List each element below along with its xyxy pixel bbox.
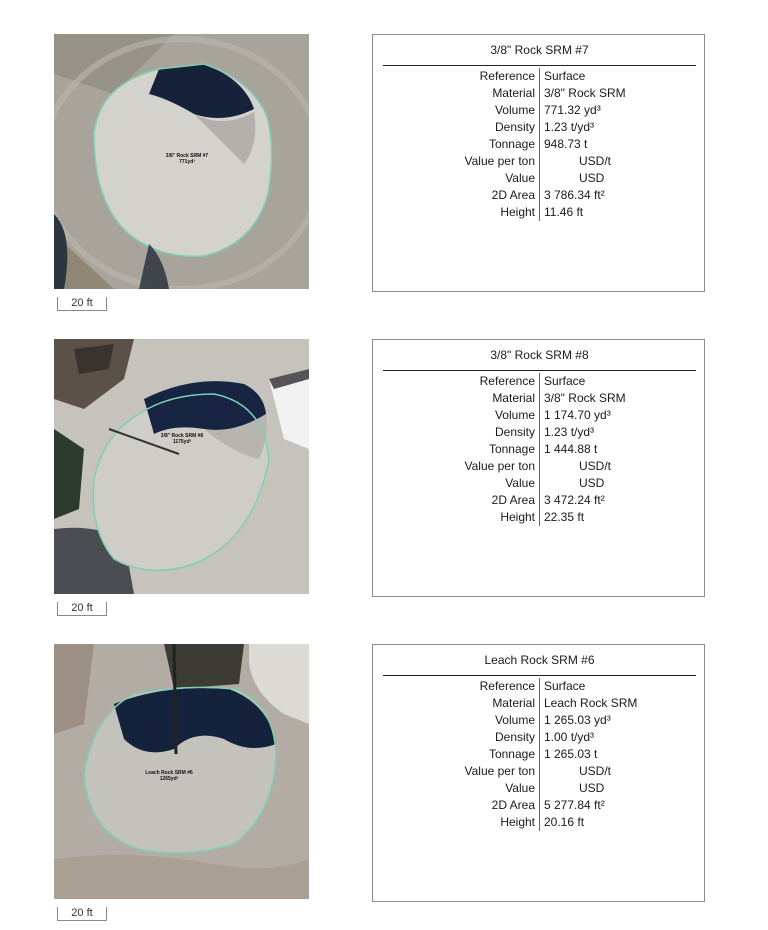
card-title: Leach Rock SRM #6 [484,653,595,667]
row-reference: Reference Surface [479,679,586,693]
title-rule [383,370,696,371]
scale-label: 20 ft [71,907,93,919]
row-height: Height 20.16 ft [500,815,585,829]
stockpile-section-1 [0,0,768,309]
title-rule [383,65,696,66]
pile-label: 3/8" Rock SRM #8 1175yd³ [160,433,204,445]
row-material: Material 3/8" Rock SRM [492,391,626,405]
row-volume: Volume 1 265.03 yd³ [494,713,611,727]
row-material: Material Leach Rock SRM [492,696,638,710]
stockpile-section-2 [0,305,768,614]
row-tonnage: Tonnage 1 444.88 t [488,442,598,456]
pile-label: Leach Rock SRM #6 1265yd³ [145,770,193,782]
row-volume: Volume 1 174.70 yd³ [494,408,611,422]
row-height: Height 11.46 ft [500,205,584,219]
row-2d-area: 2D Area 3 786.34 ft² [491,188,605,202]
property-list [373,373,706,526]
row-tonnage: Tonnage 1 265.03 t [488,747,598,761]
scale-label: 20 ft [71,297,93,309]
row-density: Density 1.23 t/yd³ [494,425,595,439]
row-material: Material 3/8" Rock SRM [492,86,626,100]
row-height: Height 22.35 ft [500,510,585,524]
card-title: 3/8" Rock SRM #7 [490,43,589,57]
property-list [373,678,706,831]
row-value: Value USD [505,476,605,490]
row-volume: Volume 771.32 yd³ [494,103,601,117]
row-density: Density 1.00 t/yd³ [494,730,595,744]
row-value: Value USD [505,781,605,795]
card-title: 3/8" Rock SRM #8 [490,348,589,362]
stockpile-aerial-photo [54,339,309,594]
row-value-per-ton: Value per ton USD/t [464,764,612,778]
row-tonnage: Tonnage 948.73 t [488,137,588,151]
row-2d-area: 2D Area 5 277.84 ft² [491,798,605,812]
stockpile-info-card [372,34,705,292]
row-value-per-ton: Value per ton USD/t [464,459,612,473]
stockpile-info-card [372,339,705,597]
stockpile-aerial-photo [54,34,309,289]
row-value-per-ton: Value per ton USD/t [464,154,612,168]
title-rule [383,675,696,676]
pile-label: 3/8" Rock SRM #7 771yd³ [165,153,209,165]
property-list [373,68,706,221]
scale-label: 20 ft [71,602,93,614]
row-density: Density 1.23 t/yd³ [494,120,595,134]
row-value: Value USD [505,171,605,185]
stockpile-aerial-photo [54,644,309,899]
stockpile-section-3 [0,610,768,919]
row-2d-area: 2D Area 3 472.24 ft² [491,493,605,507]
row-reference: Reference Surface [479,69,586,83]
stockpile-info-card [372,644,705,902]
scale-bar [57,905,107,921]
row-reference: Reference Surface [479,374,586,388]
